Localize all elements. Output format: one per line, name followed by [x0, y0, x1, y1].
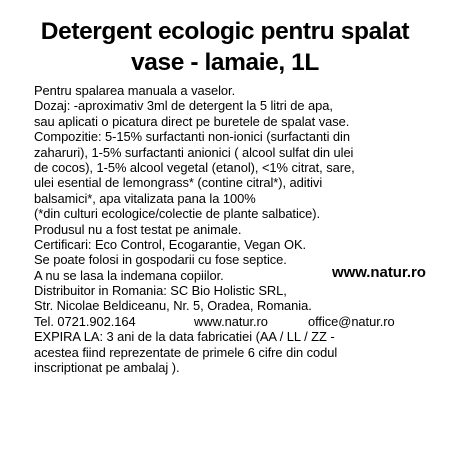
composition-text-5: balsamici*, apa vitalizata pana la 100%	[34, 190, 256, 206]
expiry-text-2: acestea fiind reprezentate de primele 6 cifre din codul	[34, 344, 338, 360]
certifications-text: Certificari: Eco Control, Ecogarantie, Vegan OK.	[34, 236, 307, 252]
title-line-2: vase - lamaie, 1L	[131, 49, 319, 76]
phone-text: Tel. 0721.902.164	[34, 313, 136, 329]
child-warning-text: A nu se lasa la indemana copiilor.	[34, 267, 224, 283]
label-body	[34, 83, 450, 375]
title-line-1: Detergent ecologic pentru spalat	[40, 18, 410, 45]
animal-testing-text: Produsul nu a fost testat pe animale.	[34, 221, 242, 237]
composition-text-3: de cocos), 1-5% alcool vegetal (etanol), <1% citrat, sare,	[34, 159, 355, 175]
distributor-text: Distribuitor in Romania: SC Bio Holistic SRL,	[34, 283, 287, 299]
composition-text-4: ulei esential de lemongrass* (contine citral*), aditivi	[34, 175, 323, 191]
septic-text: Se poate folosi in gospodarii cu fose septice.	[34, 252, 287, 268]
dosage-text: Dozaj: -aproximativ 3ml de detergent la 5 litri de apa,	[34, 98, 333, 114]
dosage-text-2: sau aplicati o picatura direct pe buretele de spalat vase.	[34, 113, 350, 129]
composition-text: Compozitie: 5-15% surfactanti non-ionici (surfactanti din	[34, 129, 350, 145]
address-text: Str. Nicolae Beldiceanu, Nr. 5, Oradea, Romania.	[34, 298, 312, 314]
product-title	[0, 16, 450, 78]
expiry-text: EXPIRA LA: 3 ani de la data fabricatiei (AA / LL / ZZ -	[34, 329, 335, 345]
website-highlight-link[interactable]: www.natur.ro	[332, 263, 426, 281]
composition-text-2: zaharuri), 1-5% surfactanti anionici ( alcool sulfat din ulei	[34, 144, 354, 160]
composition-footnote: (*din culturi ecologice/colectie de plante salbatice).	[34, 206, 321, 222]
child-warning-line	[34, 263, 450, 283]
email-link[interactable]: office@natur.ro	[308, 313, 395, 329]
expiry-text-3: inscriptionat pe ambalaj ).	[34, 360, 180, 376]
usage-text: Pentru spalarea manuala a vaselor.	[34, 83, 236, 98]
contact-line	[34, 314, 450, 329]
website-link[interactable]: www.natur.ro	[194, 313, 268, 329]
